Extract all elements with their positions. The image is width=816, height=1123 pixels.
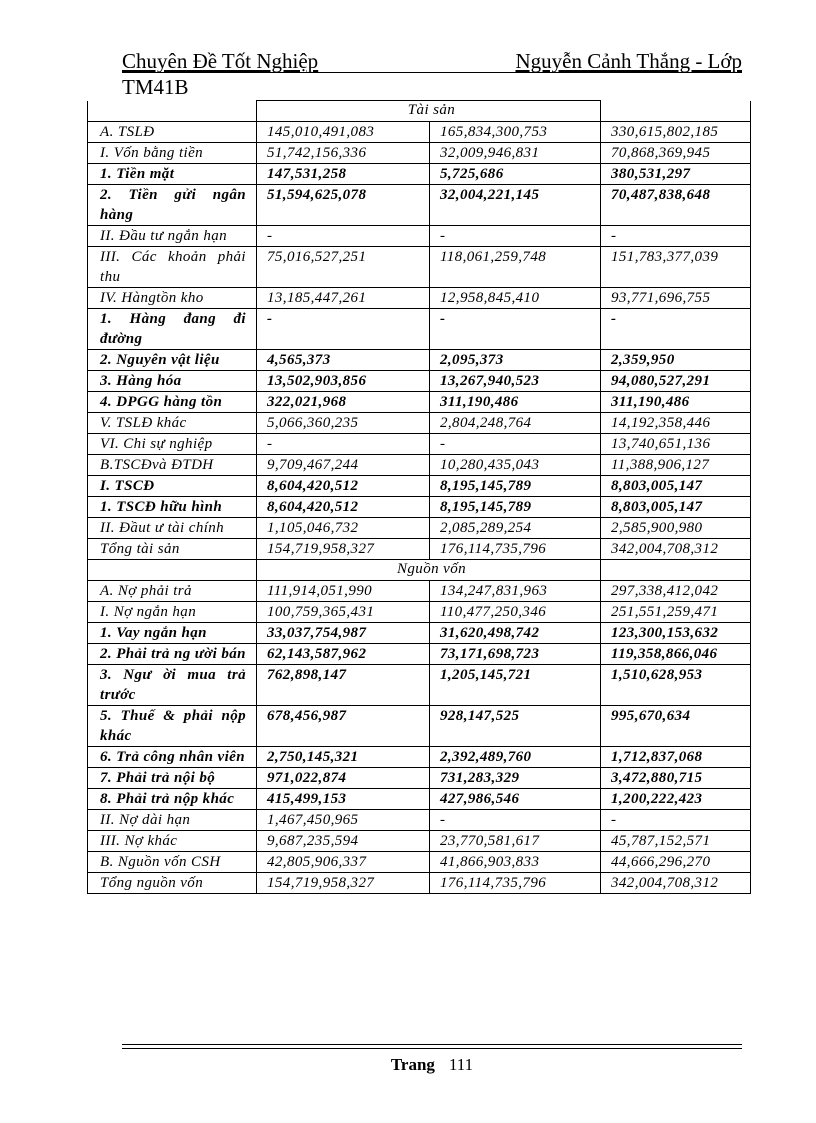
value-cell-v3: 44,666,296,270 — [601, 851, 751, 872]
row-label: A. TSLĐ — [88, 121, 257, 142]
value-cell-v3: 330,615,802,185 — [601, 121, 751, 142]
value-cell-v1: 75,016,527,251 — [257, 246, 430, 287]
value-cell-v3: 11,388,906,127 — [601, 454, 751, 475]
value-cell-v3: - — [601, 308, 751, 349]
table-row — [88, 809, 751, 830]
value-cell-v1: 111,914,051,990 — [257, 580, 430, 601]
value-cell-v1: 8,604,420,512 — [257, 496, 430, 517]
value-cell-v1: 1,105,046,732 — [257, 517, 430, 538]
footer-rule-thin — [122, 1048, 742, 1049]
table-row — [88, 496, 751, 517]
value-cell-v1: 51,742,156,336 — [257, 142, 430, 163]
value-cell-v3: 45,787,152,571 — [601, 830, 751, 851]
value-cell-v3: 151,783,377,039 — [601, 246, 751, 287]
value-cell-v3: 93,771,696,755 — [601, 287, 751, 308]
table-row — [88, 349, 751, 370]
table-row — [88, 788, 751, 809]
row-label: III. Các khoản phải thu — [88, 246, 257, 287]
row-label: I. Vốn bằng tiền — [88, 142, 257, 163]
value-cell-v2: 928,147,525 — [430, 705, 601, 746]
footer-rule — [122, 1044, 742, 1045]
row-label: 4. DPGG hàng tồn — [88, 391, 257, 412]
row-label: 1. Vay ngắn hạn — [88, 622, 257, 643]
value-cell-v1: 51,594,625,078 — [257, 184, 430, 225]
value-cell-v3: 297,338,412,042 — [601, 580, 751, 601]
value-cell-v3: 70,487,838,648 — [601, 184, 751, 225]
value-cell-v2: 176,114,735,796 — [430, 872, 601, 893]
value-cell-v1: 13,185,447,261 — [257, 287, 430, 308]
value-cell-v3: 2,585,900,980 — [601, 517, 751, 538]
value-cell-v1: - — [257, 225, 430, 246]
empty-cell — [88, 559, 257, 580]
row-label: VI. Chi sự nghiệp — [88, 433, 257, 454]
value-cell-v2: 2,095,373 — [430, 349, 601, 370]
value-cell-v2: 32,004,221,145 — [430, 184, 601, 225]
empty-cell — [88, 101, 257, 122]
table-row — [88, 308, 751, 349]
row-label: 6. Trả công nhân viên — [88, 746, 257, 767]
page-header — [122, 47, 742, 101]
table-row — [88, 601, 751, 622]
value-cell-v2: - — [430, 225, 601, 246]
value-cell-v1: - — [257, 308, 430, 349]
value-cell-v1: 971,022,874 — [257, 767, 430, 788]
value-cell-v1: 762,898,147 — [257, 664, 430, 705]
value-cell-v3: 8,803,005,147 — [601, 496, 751, 517]
table-row — [88, 746, 751, 767]
value-cell-v3: 13,740,651,136 — [601, 433, 751, 454]
row-label: I. Nợ ngắn hạn — [88, 601, 257, 622]
table-row — [88, 830, 751, 851]
value-cell-v3: 1,510,628,953 — [601, 664, 751, 705]
value-cell-v1: 145,010,491,083 — [257, 121, 430, 142]
row-label: III. Nợ khác — [88, 830, 257, 851]
table-row — [88, 454, 751, 475]
table-row — [88, 538, 751, 559]
table-row — [88, 246, 751, 287]
value-cell-v3: 380,531,297 — [601, 163, 751, 184]
section-title: Nguồn vốn — [257, 559, 601, 580]
author-name: Nguyễn Cảnh Thắng - Lớp — [515, 49, 742, 73]
table-row — [88, 184, 751, 225]
value-cell-v2: 8,195,145,789 — [430, 475, 601, 496]
value-cell-v1: 4,565,373 — [257, 349, 430, 370]
value-cell-v2: 5,725,686 — [430, 163, 601, 184]
value-cell-v2: - — [430, 433, 601, 454]
empty-cell — [601, 559, 751, 580]
value-cell-v2: 31,620,498,742 — [430, 622, 601, 643]
value-cell-v3: 1,200,222,423 — [601, 788, 751, 809]
table-row — [88, 163, 751, 184]
value-cell-v2: 23,770,581,617 — [430, 830, 601, 851]
table-row — [88, 412, 751, 433]
value-cell-v3: 94,080,527,291 — [601, 370, 751, 391]
value-cell-v1: - — [257, 433, 430, 454]
row-label: I. TSCĐ — [88, 475, 257, 496]
row-label: 3. Hàng hóa — [88, 370, 257, 391]
table-row — [88, 872, 751, 893]
value-cell-v2: 10,280,435,043 — [430, 454, 601, 475]
value-cell-v2: 110,477,250,346 — [430, 601, 601, 622]
value-cell-v3: 995,670,634 — [601, 705, 751, 746]
row-label: B. Nguồn vốn CSH — [88, 851, 257, 872]
table-row — [88, 622, 751, 643]
value-cell-v2: 427,986,546 — [430, 788, 601, 809]
table-row — [88, 391, 751, 412]
value-cell-v2: 2,085,289,254 — [430, 517, 601, 538]
row-label: 1. Tiền mặt — [88, 163, 257, 184]
page-number: 111 — [448, 1055, 474, 1074]
value-cell-v3: 251,551,259,471 — [601, 601, 751, 622]
value-cell-v2: 731,283,329 — [430, 767, 601, 788]
value-cell-v1: 415,499,153 — [257, 788, 430, 809]
value-cell-v1: 9,687,235,594 — [257, 830, 430, 851]
value-cell-v3: 70,868,369,945 — [601, 142, 751, 163]
value-cell-v1: 9,709,467,244 — [257, 454, 430, 475]
row-label: A. Nợ phải trả — [88, 580, 257, 601]
value-cell-v2: - — [430, 308, 601, 349]
section-header-row — [88, 101, 751, 122]
value-cell-v1: 42,805,906,337 — [257, 851, 430, 872]
value-cell-v1: 5,066,360,235 — [257, 412, 430, 433]
row-label: V. TSLĐ khác — [88, 412, 257, 433]
balance-sheet-table — [87, 100, 751, 894]
value-cell-v1: 154,719,958,327 — [257, 538, 430, 559]
value-cell-v1: 322,021,968 — [257, 391, 430, 412]
value-cell-v2: 118,061,259,748 — [430, 246, 601, 287]
row-label: 8. Phải trả nộp khác — [88, 788, 257, 809]
value-cell-v2: 12,958,845,410 — [430, 287, 601, 308]
value-cell-v2: 2,392,489,760 — [430, 746, 601, 767]
value-cell-v2: 73,171,698,723 — [430, 643, 601, 664]
value-cell-v3: 119,358,866,046 — [601, 643, 751, 664]
table-row — [88, 370, 751, 391]
class-name: TM41B — [122, 75, 189, 99]
table-row — [88, 643, 751, 664]
value-cell-v2: 134,247,831,963 — [430, 580, 601, 601]
row-label: 7. Phải trả nội bộ — [88, 767, 257, 788]
value-cell-v1: 62,143,587,962 — [257, 643, 430, 664]
value-cell-v2: 311,190,486 — [430, 391, 601, 412]
table-row — [88, 580, 751, 601]
value-cell-v3: 2,359,950 — [601, 349, 751, 370]
section-title: Tài sản — [257, 101, 601, 122]
table-row — [88, 475, 751, 496]
row-label: Tổng tài sản — [88, 538, 257, 559]
empty-cell — [601, 101, 751, 122]
row-label: B.TSCĐvà ĐTDH — [88, 454, 257, 475]
value-cell-v1: 1,467,450,965 — [257, 809, 430, 830]
row-label: IV. Hàngtồn kho — [88, 287, 257, 308]
value-cell-v2: 165,834,300,753 — [430, 121, 601, 142]
value-cell-v3: - — [601, 809, 751, 830]
row-label: 2. Phải trả ng ười bán — [88, 643, 257, 664]
table-row — [88, 287, 751, 308]
value-cell-v2: 13,267,940,523 — [430, 370, 601, 391]
table-row — [88, 142, 751, 163]
table-row — [88, 433, 751, 454]
value-cell-v1: 154,719,958,327 — [257, 872, 430, 893]
table-row — [88, 767, 751, 788]
value-cell-v1: 678,456,987 — [257, 705, 430, 746]
value-cell-v3: - — [601, 225, 751, 246]
page-label: Trang — [390, 1055, 435, 1074]
value-cell-v1: 13,502,903,856 — [257, 370, 430, 391]
value-cell-v3: 342,004,708,312 — [601, 538, 751, 559]
balance-sheet-body — [88, 101, 751, 894]
value-cell-v2: 1,205,145,721 — [430, 664, 601, 705]
row-label: II. Đầu tư ngắn hạn — [88, 225, 257, 246]
table-row — [88, 517, 751, 538]
table-row — [88, 225, 751, 246]
value-cell-v3: 8,803,005,147 — [601, 475, 751, 496]
value-cell-v1: 33,037,754,987 — [257, 622, 430, 643]
row-label: 3. Ngư ời mua trả trước — [88, 664, 257, 705]
value-cell-v3: 342,004,708,312 — [601, 872, 751, 893]
value-cell-v1: 2,750,145,321 — [257, 746, 430, 767]
value-cell-v3: 3,472,880,715 — [601, 767, 751, 788]
row-label: 2. Nguyên vật liệu — [88, 349, 257, 370]
value-cell-v2: 176,114,735,796 — [430, 538, 601, 559]
value-cell-v3: 1,712,837,068 — [601, 746, 751, 767]
page-footer — [122, 1044, 742, 1075]
value-cell-v3: 311,190,486 — [601, 391, 751, 412]
value-cell-v1: 100,759,365,431 — [257, 601, 430, 622]
row-label: 5. Thuế & phải nộp khác — [88, 705, 257, 746]
value-cell-v2: 8,195,145,789 — [430, 496, 601, 517]
value-cell-v1: 147,531,258 — [257, 163, 430, 184]
value-cell-v2: 2,804,248,764 — [430, 412, 601, 433]
value-cell-v3: 123,300,153,632 — [601, 622, 751, 643]
table-row — [88, 121, 751, 142]
value-cell-v3: 14,192,358,446 — [601, 412, 751, 433]
table-row — [88, 664, 751, 705]
row-label: 1. TSCĐ hữu hình — [88, 496, 257, 517]
table-row — [88, 851, 751, 872]
value-cell-v2: 32,009,946,831 — [430, 142, 601, 163]
row-label: 1. Hàng đang đi đường — [88, 308, 257, 349]
section-header-row — [88, 559, 751, 580]
row-label: II. Nợ dài hạn — [88, 809, 257, 830]
row-label: 2. Tiền gửi ngân hàng — [88, 184, 257, 225]
row-label: Tổng nguồn vốn — [88, 872, 257, 893]
value-cell-v2: 41,866,903,833 — [430, 851, 601, 872]
table-row — [88, 705, 751, 746]
row-label: II. Đầut ư tài chính — [88, 517, 257, 538]
value-cell-v1: 8,604,420,512 — [257, 475, 430, 496]
document-title: Chuyên Đề Tốt Nghiệp — [122, 49, 319, 73]
value-cell-v2: - — [430, 809, 601, 830]
